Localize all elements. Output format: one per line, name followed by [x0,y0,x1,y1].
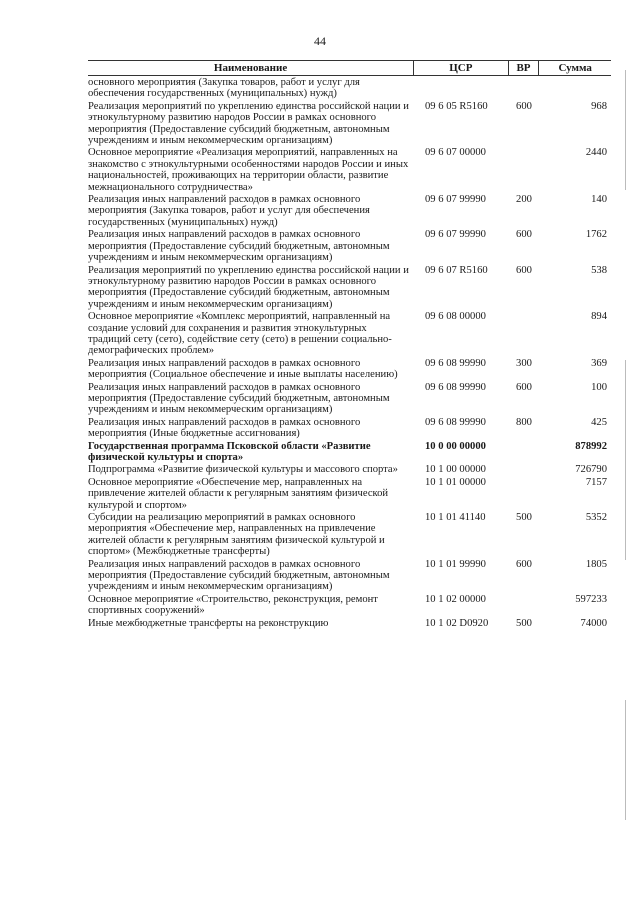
cell-sum: 1805 [585,558,607,570]
cell-csr: 10 1 01 00000 [425,476,486,488]
cell-sum: 968 [591,100,607,112]
table-row [88,77,611,100]
cell-vr [509,594,539,617]
cell-sum: 369 [591,357,607,369]
table-row [88,477,611,511]
cell-csr: 09 6 07 99990 [425,229,486,241]
table-row [88,441,611,464]
cell-csr: 09 6 08 99990 [425,357,486,369]
cell-name: Государственная программа Псковской области «Развитие физической культуры и спорта» [88,440,371,463]
table-row [88,229,611,263]
cell-name: Основное мероприятие «Комплекс мероприятий, направленный на создание условий для сохранения и развития этнокультурных традиций сету (сето), содействие сету (сето) в решении социально-демографических проблем» [88,311,392,357]
cell-csr: 10 1 01 41140 [425,512,486,524]
cell-name: Реализация иных направлений расходов в рамках основного мероприятия (Иные бюджетные ассигнования) [88,416,361,440]
cell-csr: 09 6 08 99990 [425,381,486,393]
header-csr: ЦСР [413,61,507,75]
cell-vr: 600 [516,229,532,241]
cell-sum: 5352 [585,512,607,524]
cell-csr: 10 1 02 00000 [425,593,486,605]
cell-name: Реализация иных направлений расходов в рамках основного мероприятия (Предоставление субсидий бюджетным, автономным учреждениям и иным некоммерческим организациям) [88,381,390,416]
cell-csr [415,77,509,100]
cell-sum: 7157 [585,476,607,488]
cell-vr: 800 [516,416,532,428]
cell-name: Основное мероприятие «Реализация мероприятий, направленных на знакомство с этнокультурными особенностями народов России и иных национальностей, проживающих на территории области, развитие межнационального сотрудничества» [88,147,409,193]
table-body [88,77,611,629]
cell-sum: 74000 [580,617,607,629]
cell-sum: 538 [591,264,607,276]
cell-vr: 600 [516,558,532,570]
cell-name: Реализация иных направлений расходов в рамках основного мероприятия (Социальное обеспечение и иные выплаты населению) [88,357,398,381]
cell-name: Реализация иных направлений расходов в рамках основного мероприятия (Предоставление субсидий бюджетным, автономным учреждениям и иным некоммерческим организациям) [88,558,390,593]
cell-sum: 1762 [585,229,607,241]
cell-csr: 10 1 01 99990 [425,558,486,570]
cell-vr: 500 [516,617,532,629]
cell-sum: 894 [591,311,607,323]
cell-vr: 500 [516,512,532,524]
cell-sum: 2440 [585,147,607,159]
cell-name: Основное мероприятие «Обеспечение мер, направленных на привлечение жителей области к регулярным занятиям физической культурой и спортом» [88,476,389,511]
cell-csr: 09 6 08 99990 [425,416,486,428]
table-row [88,594,611,617]
scan-edge-mark [625,70,626,190]
cell-vr [509,477,539,511]
budget-table [88,60,611,629]
table-row [88,512,611,558]
cell-sum: 597233 [575,593,607,605]
cell-vr [509,77,539,100]
cell-vr: 300 [516,357,532,369]
table-row [88,358,611,381]
cell-csr: 10 1 02 D0920 [425,617,489,629]
header-vr: ВР [508,61,539,75]
cell-name: Субсидии на реализацию мероприятий в рамках основного мероприятия «Обеспечение мер, направленных на привлечение жителей области к регулярным занятиям физической культурой и спортом» (Межбюджетные трансферты) [88,512,385,558]
table-row [88,382,611,416]
cell-name: Подпрограмма «Развитие физической культуры и массового спорта» [88,464,398,476]
cell-name: Реализация мероприятий по укреплению единства российской нации и этнокультурному развитию народов России в рамках основного мероприятия (Предоставление субсидий бюджетным, автономным учреждениям и иным некоммерческим организациям) [88,264,409,310]
table-row [88,417,611,440]
cell-vr [509,441,539,464]
table-row [88,559,611,593]
cell-csr: 10 1 00 00000 [425,464,486,476]
table-row [88,194,611,228]
table-row [88,147,611,193]
cell-vr [509,147,539,193]
table-row [88,311,611,357]
cell-vr [509,464,539,475]
scan-edge-mark [625,360,626,560]
cell-csr: 09 6 07 R5160 [425,264,488,276]
cell-name: основного мероприятия (Закупка товаров, работ и услуг для обеспечения государственных (муниципальных) нужд) [88,77,360,100]
cell-vr: 600 [516,381,532,393]
cell-sum: 878992 [575,440,607,452]
cell-name: Основное мероприятие «Строительство, реконструкция, ремонт спортивных сооружений» [88,593,378,617]
cell-csr: 09 6 07 00000 [425,147,486,159]
cell-sum [539,77,611,100]
cell-sum: 100 [591,381,607,393]
cell-csr: 10 0 00 00000 [425,440,486,452]
cell-name: Иные межбюджетные трансферты на реконструкцию [88,617,329,629]
table-row [88,464,611,475]
cell-csr: 09 6 07 99990 [425,194,486,206]
header-name: Наименование [213,62,288,74]
cell-sum: 140 [591,194,607,206]
scan-edge-mark [625,700,626,820]
cell-vr: 600 [516,100,532,112]
table-row [88,265,611,311]
cell-name: Реализация иных направлений расходов в рамках основного мероприятия (Закупка товаров, работ и услуг для обеспечения государственных (муниципальных) нужд) [88,194,370,228]
page-number: 44 [314,34,326,48]
cell-vr [509,311,539,357]
cell-csr: 09 6 05 R5160 [425,100,488,112]
header-sum: Сумма [538,61,611,75]
table-row [88,101,611,147]
cell-name: Реализация мероприятий по укреплению единства российской нации и этнокультурному развитию народов России в рамках основного мероприятия (Предоставление субсидий бюджетным, автономным учреждениям и иным некоммерческим организациям) [88,100,409,147]
cell-name: Реализация иных направлений расходов в рамках основного мероприятия (Предоставление субсидий бюджетным, автономным учреждениям и иным некоммерческим организациям) [88,229,390,264]
table-row [88,618,611,629]
table-header [88,60,611,76]
cell-sum: 425 [591,416,607,428]
cell-csr: 09 6 08 00000 [425,311,486,323]
cell-sum: 726790 [575,464,607,476]
cell-vr: 600 [516,264,532,276]
cell-vr: 200 [516,194,532,206]
